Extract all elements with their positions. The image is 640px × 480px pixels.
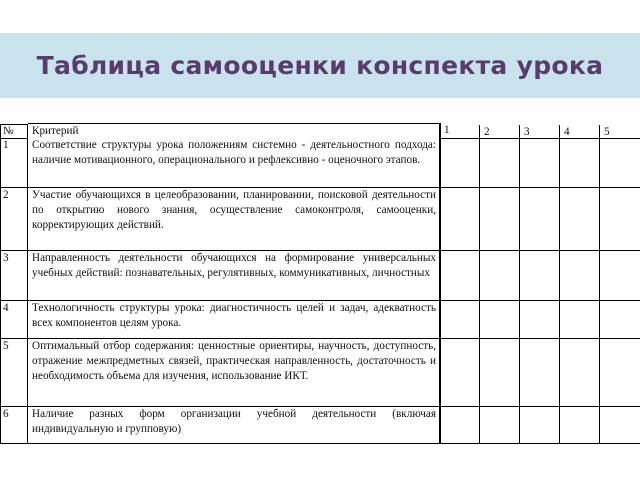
column-divider [27,124,28,444]
row-number: 4 [3,302,9,314]
header-score-5: 5 [604,126,610,138]
column-divider [519,125,520,444]
column-divider [559,125,560,444]
criterion-text: Оптимальный отбор содержания: ценностные ориентиры, научность, доступность, отражение межпредметных связей, практическая направленность, достаточность и необходимость объема для изучения, использование ИКТ. [32,340,436,382]
row-number: 5 [3,340,9,352]
criterion-text: Технологичность структуры урока: диагностичность целей и задач, адекватность всех компонентов целям урока. [32,302,436,329]
header-score-4: 4 [564,126,570,138]
header-score-3: 3 [524,126,530,138]
header-number: № [3,125,14,137]
self-assessment-table [0,124,640,444]
criterion-text: Наличие разных форм организации учебной деятельности (включая индивидуальную и групповую) [32,408,436,435]
row-number: 2 [3,189,9,201]
table-bottom-border [0,443,640,444]
row-number: 6 [3,408,9,420]
column-divider [0,124,1,444]
title-band [0,33,640,98]
column-divider [439,123,441,444]
row-number: 1 [3,139,9,151]
row-number: 3 [3,252,9,264]
column-divider [599,125,600,444]
header-criterion: Критерий [32,125,79,137]
header-score-2: 2 [484,126,490,138]
criterion-text: Направленность деятельности обучающихся на формирование универсальных учебных действий: познавательных, регулятивных, коммуникативных, личностных [32,252,436,279]
header-score-1: 1 [444,124,450,136]
criterion-text: Участие обучающихся в целеобразовании, планировании, поисковой деятельности по открытию нового знания, осуществление самоконтроля, самооценки, корректирующих действий. [32,189,436,231]
page-title: Таблица самооценки конспекта урока [36,51,604,80]
column-divider [479,125,480,444]
criterion-text: Соответствие структуры урока положениям системно - деятельностного подхода: наличие мотивационного, операционального и рефлексивно - оценочного этапов. [32,139,436,166]
